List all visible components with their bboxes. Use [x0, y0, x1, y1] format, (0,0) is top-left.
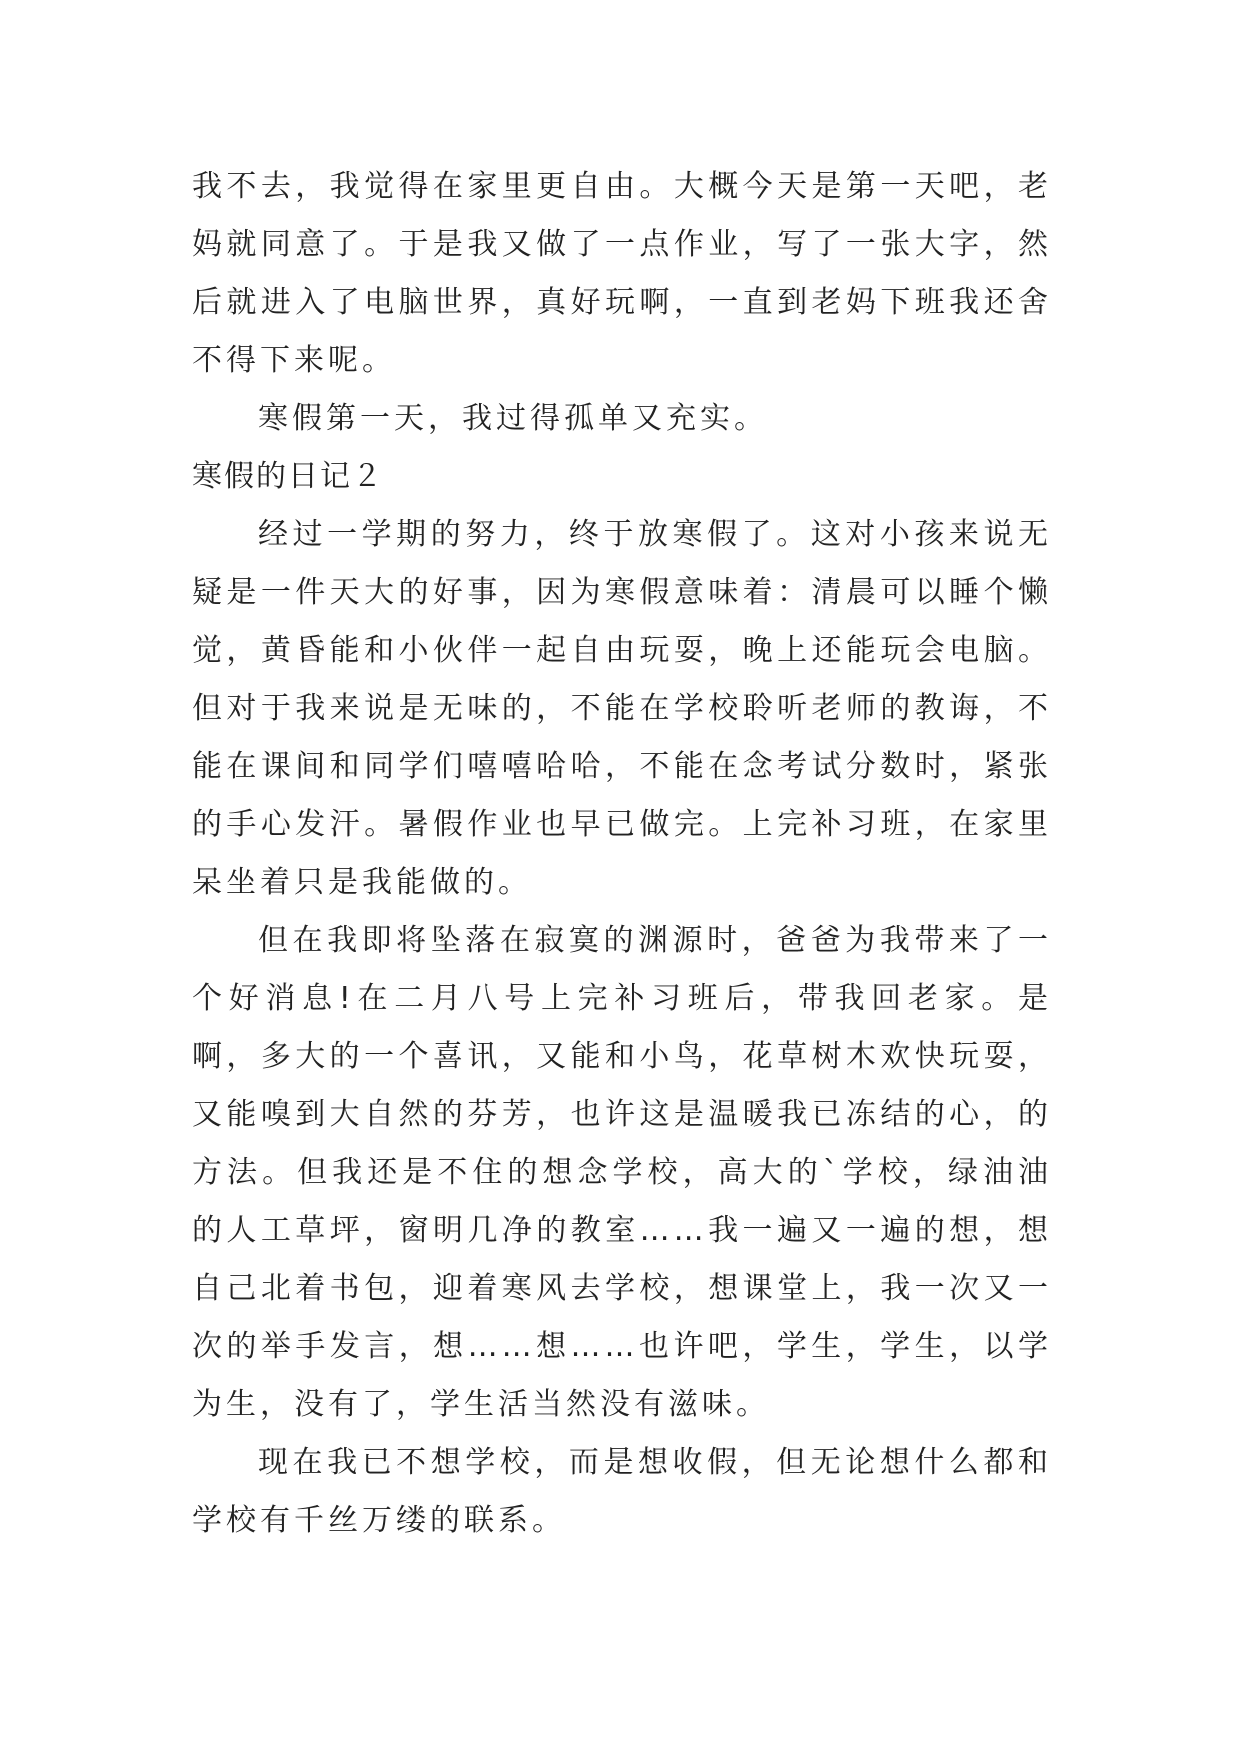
- paragraph-summary: 寒假第一天，我过得孤单又充实。: [258, 401, 768, 436]
- document-body: [192, 158, 1052, 1550]
- section-paragraph-1: 经过一学期的努力，终于放寒假了。这对小孩来说无疑是一件天大的好事，因为寒假意味着：清晨可以睡个懒觉，黄昏能和小伙伴一起自由玩耍，晚上还能玩会电脑。但对于我来说是无味的，不能在学校聆听老师的教诲，不能在课间和同学们嘻嘻哈哈，不能在念考试分数时，紧张的手心发汗。暑假作业也早已做完。上完补习班，在家里呆坐着只是我能做的。: [192, 517, 1052, 900]
- section-paragraph-2: 但在我即将坠落在寂寞的渊源时，爸爸为我带来了一个好消息!在二月八号上完补习班后，带我回老家。是啊，多大的一个喜讯，又能和小鸟，花草树木欢快玩耍，又能嗅到大自然的芬芳，也许这是温暖我已冻结的心，的方法。但我还是不住的想念学校，高大的`学校，绿油油的人工草坪，窗明几净的教室……我一遍又一遍的想，想自己北着书包，迎着寒风去学校，想课堂上，我一次又一次的举手发言，想……想……也许吧，学生，学生，以学为生，没有了，学生活当然没有滋味。: [192, 923, 1052, 1422]
- paragraph-continued: 我不去，我觉得在家里更自由。大概今天是第一天吧，老妈就同意了。于是我又做了一点作业，写了一张大字，然后就进入了电脑世界，真好玩啊，一直到老妈下班我还舍不得下来呢。: [192, 169, 1052, 378]
- section-paragraph-3: 现在我已不想学校，而是想收假，但无论想什么都和学校有千丝万缕的联系。: [192, 1445, 1052, 1538]
- section-heading: 寒假的日记２: [192, 459, 384, 494]
